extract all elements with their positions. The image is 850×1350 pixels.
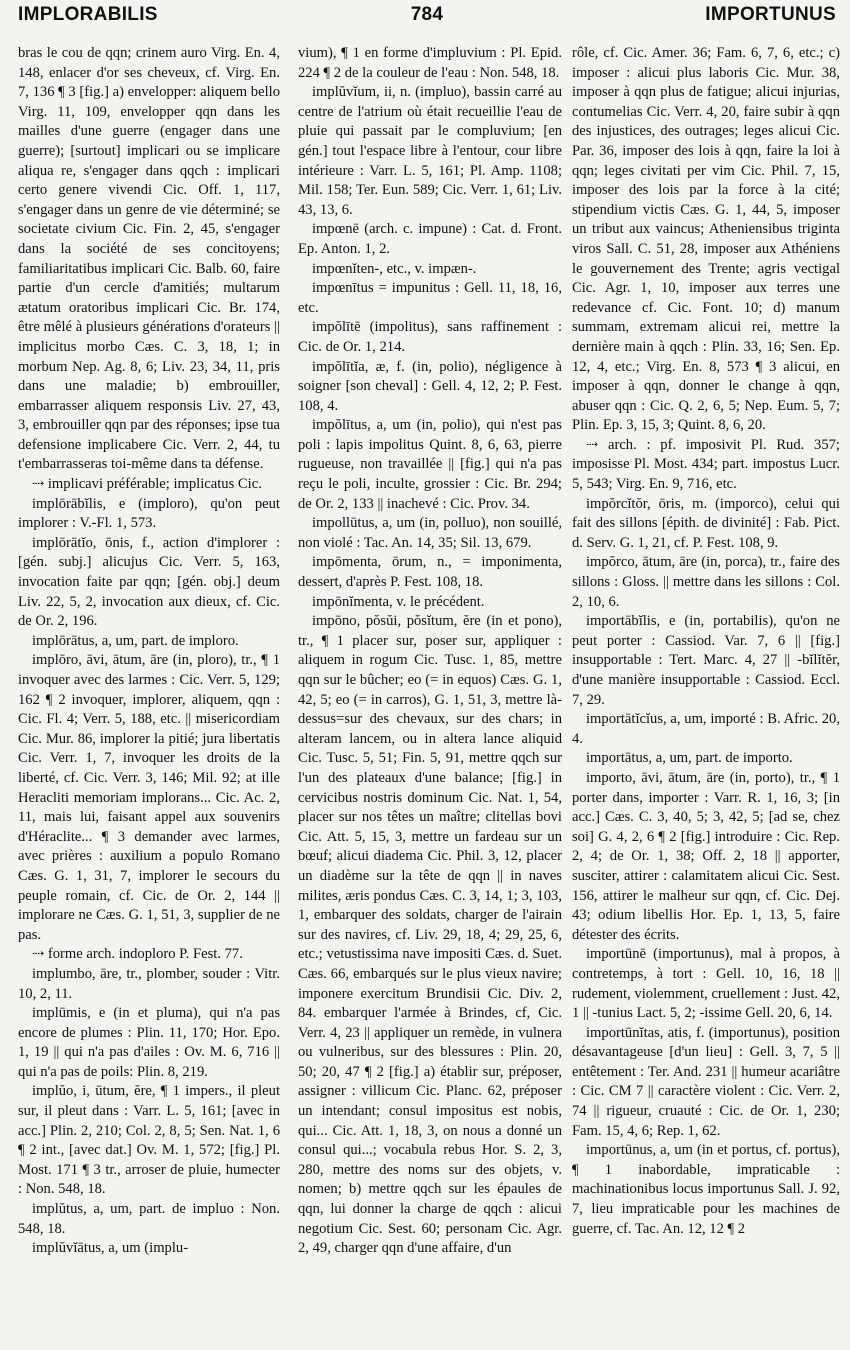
dictionary-entry: rôle, cf. Cic. Amer. 36; Fam. 6, 7, 6, etc.; c) imposer : alicui plus laboris Cic. Mur. 38, imposer à qqn plus de fatigue; alicui injurias, contumelias Cic. Verr. 4, 20, faire subir à qqn des injustices, des outrages; leges alicui Cic. Par. 36, imposer des lois à qqn, faire la loi à qqn; leges civitati per vim Cic. Phil. 7, 15, imposer des lois par la force à la cité; stipendium victis Cæs. G. 1, 44, 5, imposer un tribut aux vaincus; Atheniensibus triginta viros Sall. C. 51, 28, imposer aux Athéniens le gouvernement des Trente; agris vectigal Cic. Agr. 1, 10, imposer aux terres une redevance cf. Cic. Font. 10; d) manum summam, extremam alicui rei, mettre la dernière main à qqch : Plin. 33, 16; Sen. Ep. 12, 4, etc.; Virg. En. 8, 573 ¶ 3 alicui, en imposer à qqn, donner le change à qqn, abuser qqn : Cic. Q. 2, 6, 5; Nep. Eum. 5, 7; Plin. Ep. 3, 15, 3; Quint. 8, 6, 20. [572, 45, 840, 434]
dictionary-entry: importābĭlis, e (in, portabilis), qu'on ne peut porter : Cassiod. Var. 7, 6 || [fig.] insupportable : Tert. Marc. 4, 27 || -bĭlĭtĕr, d'une manière insupportable : Cassiod. Eccl. 7, 29. [572, 613, 840, 708]
dictionary-entry: implŭo, i, ūtum, ĕre, ¶ 1 impers., il pleut sur, il pleut dans : Varr. L. 5, 161; [avec in acc.] Plin. 2, 210; Col. 2, 8, 5; Sen. Nat. 1, 6 ¶ 2 int., [avec dat.] Ov. M. 1, 572; [fig.] Pl. Most. 171 ¶ 3 tr., arroser de pluie, humecter : Non. 548, 18. [18, 1083, 280, 1198]
dictionary-entry: implumbo, āre, tr., plomber, souder : Vitr. 10, 2, 11. [18, 965, 280, 1002]
running-head [18, 4, 836, 34]
dictionary-entry: ⇢ implicavi préférable; implicatus Cic. [32, 476, 262, 493]
dictionary-entry: implŭvĭātus, a, um (implu- [32, 1240, 189, 1257]
dictionary-entry: importātus, a, um, part. de importo. [586, 750, 793, 767]
dictionary-entry: importo, āvi, ātum, āre (in, porto), tr., ¶ 1 porter dans, importer : Varr. R. 1, 16, 3; [in acc.] Cæs. C. 3, 40, 5; 3, 42, 5; [ad se, chez soi] G. 4, 2, 6 ¶ 2 [fig.] introduire : Cic. Rep. 2, 4; de Or. 1, 38; Off. 2, 18 || apporter, susciter, attirer : calamitatem alicui Cic. Sest. 156, attirer le malheur sur qqn, cf. Cic. Dej. 43; odium libellis Hor. Ep. 1, 13, 5, faire détester des écrits. [572, 769, 840, 943]
dictionary-entry: ⇢ forme arch. indoploro P. Fest. 77. [32, 946, 243, 963]
dictionary-entry: implōrātus, a, um, part. de imploro. [32, 632, 239, 649]
dictionary-entry: impōnĭmenta, v. le précédent. [312, 593, 485, 610]
dictionary-entry: importūnē (importunus), mal à propos, à contretemps, à tort : Gell. 10, 16, 18 || rudement, violemment, cruellement : Just. 42, 1 || -tunius Lact. 5, 2; -issime Gell. 20, 6, 14. [572, 946, 840, 1022]
dictionary-entry: ⇢ arch. : pf. imposivit Pl. Rud. 357; imposisse Pl. Most. 434; part. impostus Lucr. 5, 543; Virg. En. 9, 716, etc. [572, 436, 840, 493]
dictionary-entry: implōro, āvi, ātum, āre (in, ploro), tr., ¶ 1 invoquer avec des larmes : Cic. Verr. 5, 129; 162 ¶ 2 invoquer, implorer, aliquem, qqn : Cic. Fl. 4; Verr. 5, 188, etc. || misericordiam Cic. Mur. 86, implorer la pitié; jura libertatis Cic. Verr. 1, 7, invoquer les droits de la liberté, cf. Cic. Verr. 3, 146; Mil. 92; at ille Heracliti memoriam implorans... Cic. Ac. 2, 11, mais lui, faisant appel aux souvenirs d'Héraclite... ¶ 3 demander avec larmes, avec prières : auxilium a populo Romano Cæs. G. 1, 31, 7, implorer le secours du peuple romain, cf. Cic. de Or. 2, 144 || implorare ne Cæs. G. 1, 51, 3, supplier de ne pas. [18, 652, 280, 943]
dictionary-entry: vium), ¶ 1 en forme d'impluvium : Pl. Epid. 224 ¶ 2 de la couleur de l'eau : Non. 548, 18. [298, 45, 562, 81]
dictionary-entry: impōmenta, ōrum, n., = imponimenta, dessert, d'après P. Fest. 108, 18. [298, 554, 562, 591]
dictionary-entry: implŭtus, a, um, part. de impluo : Non. 548, 18. [18, 1201, 280, 1237]
dictionary-entry: impŏrcĭtŏr, ōris, m. (imporco), celui qui fait des sillons [épith. de divinité] : Fab. Pict. d. Serv. G. 1, 21, cf. P. Fest. 108, 9. [572, 495, 840, 551]
dictionary-entry: importūnus, a, um (in et portus, cf. portus), ¶ 1 inabordable, impraticable : machinationibus locus importunus Sall. J. 92, 7, lieu impraticable pour les machines de guerre, cf. Tac. An. 12, 12 ¶ 2 [572, 1142, 840, 1237]
dictionary-entry: bras le cou de qqn; crinem auro Virg. En. 4, 148, enlacer d'or ses cheveux, cf. Virg. En. 7, 136 ¶ 3 [fig.] a) envelopper: aliquem bello Virg. 11, 109, envelopper qqn dans les mailles d'une guerre (engager dans une guerre); [surtout] implicari ou se implicare aliqua re, s'engager dans qqch : implicari certo genere vivendi Cic. Off. 1, 117, s'engager dans un genre de vie déterminé; se societate civium Cic. Fin. 2, 45, s'engager dans la société de ses concitoyens; familiaritatibus implicari Cic. Balb. 60, faire partie d'un cercle d'amitiés; multarum ætatum oratoribus implicari Cic. Br. 174, être mêlé à plusieurs générations d'orateurs || implicitus morbo Cæs. C. 3, 18, 1; in morbum Nep. Ag. 8, 6; Liv. 23, 34, 11, pris dans une maladie; b) embrouiller, embarrasser aliquem responsis Liv. 27, 43, 3, embrouiller qqn par des réponses; ipse tua defensione implicabere Cic. Verr. 2, 44, tu t'embarrasseras toi-même dans ta défense. [18, 45, 280, 473]
column-right [572, 44, 840, 1346]
dictionary-entry: impœnē (arch. c. impune) : Cat. d. Front. Ep. Anton. 1, 2. [298, 221, 562, 257]
dictionary-entry: implōrātĭo, ōnis, f., action d'implorer : [gén. subj.] alicujus Cic. Verr. 5, 163, invocation faite par qqn; [gén. obj.] deum Liv. 22, 5, 2, invocation aux dieux, cf. Cic. de Or. 2, 196. [18, 534, 280, 630]
header-right-guideword: IMPORTUNUS [705, 4, 836, 25]
header-left-guideword: IMPLORABILIS [18, 4, 158, 25]
dictionary-entry: impŏlītĭa, æ, f. (in, polio), négligence à soigner [son cheval] : Gell. 4, 12, 2; P. Fest. 108, 4. [298, 358, 562, 414]
dictionary-entry: implūmis, e (in et pluma), qui n'a pas encore de plumes : Plin. 11, 170; Hor. Epo. 1, 19 || qui n'a pas d'ailes : Ov. M. 6, 716 || qui n'a pas de poils: Plin. 8, 219. [18, 1005, 280, 1080]
dictionary-entry: implōrābĭlis, e (imploro), qu'on peut implorer : V.-Fl. 1, 573. [18, 495, 280, 532]
dictionary-entry: impŏlītus, a, um (in, polio), qui n'est pas poli : lapis impolitus Quint. 8, 6, 63, pierre rugueuse, non travaillée || [fig.] qui n'a pas reçu le poli, inculte, grossier : Cic. Br. 294; de Or. 2, 133 || inachevé : Cic. Prov. 34. [298, 417, 562, 512]
dictionary-entry: impŏlītē (impolitus), sans raffinement : Cic. de Or. 1, 214. [298, 319, 562, 355]
column-middle [298, 44, 562, 1346]
dictionary-entry: importātĭcĭus, a, um, importé : B. Afric. 20, 4. [572, 711, 840, 747]
dictionary-entry: importūnĭtas, atis, f. (importunus), position désavantageuse [d'un lieu] : Gell. 3, 7, 5 || entêtement : Ter. And. 231 || humeur acariâtre : Cic. CM 7 || caractère violent : Cic. Verr. 2, 74 || rigueur, cruauté : Cic. de Or. 1, 230; Fam. 15, 4, 6; Rep. 1, 62. [572, 1024, 840, 1139]
dictionary-entry: impōno, pŏsŭi, pŏsĭtum, ĕre (in et pono), tr., ¶ 1 placer sur, poser sur, appliquer : aliquem in rogum Cic. Tusc. 1, 85, mettre qqn sur le bûcher; eo (= in equos) Cæs. G. 1, 42, 5; eo (= in carros), G. 1, 51, 3, mettre là-dessus=sur des chevaux, sur des chars; in alteram lancem, ou in altera lance aliquid Cic. Tusc. 5, 51; Fin. 5, 91, mettre qqch sur l'un des plateaux d'une balance; [fig.] in cervicibus nostris dominum Cic. Nat. 1, 54, placer sur nos têtes un maître; clitellas bovi Cic. Att. 5, 15, 3, mettre un fardeau sur un bœuf; alicui diadema Cic. Phil. 3, 12, placer un diadème sur la tête de qqn || in naves milites, æris pondus Cæs. C. 3, 14, 1; 3, 103, 1, embarquer des soldats, charger de l'airain sur des navires, cf. Liv. 29, 18, 4; 29, 25, 6, etc.; vetustissima nave impositi Cæs. d. Suet. Cæs. 66, embarqués sur le plus vieux navire; imponere exercitum Brundisii Cic. Div. 2, 84. embarquer l'armée à Brindes, cf, Cic. Verr. 4, 23 || appliquer un remède, in vulnera ou vulneribus, sur des blessures : Plin. 20, 50; 20, 47 ¶ 2 [fig.] a) établir sur, préposer, assigner : villicum Cic. Planc. 62, préposer un intendant; consul impositus est nobis, qui... Cic. Att. 1, 18, 3, on nous a donné un consul qui...; vocabula rebus Hor. S. 2, 3, 280, mettre des noms sur des objets, v. nomen; b) mettre qqch sur les épaules de qqn, lui donner la charge de qqch : alicui negotium Cic. Sest. 60; personam Cic. Agr. 2, 49, charger qqn d'une affaire, d'un [298, 613, 562, 1257]
dictionary-entry: impœnĭten-, etc., v. impæn-. [312, 260, 477, 277]
column-left [18, 44, 280, 1346]
dictionary-entry: impœnītus = impunitus : Gell. 11, 18, 16, etc. [298, 280, 562, 316]
dictionary-entry: impŏrco, ātum, āre (in, porca), tr., faire des sillons : Gloss. || mettre dans les sillons : Col. 2, 10, 6. [572, 554, 840, 610]
dictionary-entry: impollūtus, a, um (in, polluo), non souillé, non violé : Tac. An. 14, 35; Sil. 13, 679. [298, 515, 562, 551]
page-number: 784 [410, 4, 444, 25]
dictionary-entry: implŭvĭum, ii, n. (impluo), bassin carré au centre de l'atrium où était recueillie l'eau de pluie qui passait par le compluvium; [en gén.] tout l'espace libre à l'entour, cour libre intérieure : Varr. L. 5, 161; Pl. Amp. 1108; Mil. 158; Ter. Eun. 589; Cic. Verr. 1, 61; Liv. 43, 13, 6. [298, 84, 562, 218]
